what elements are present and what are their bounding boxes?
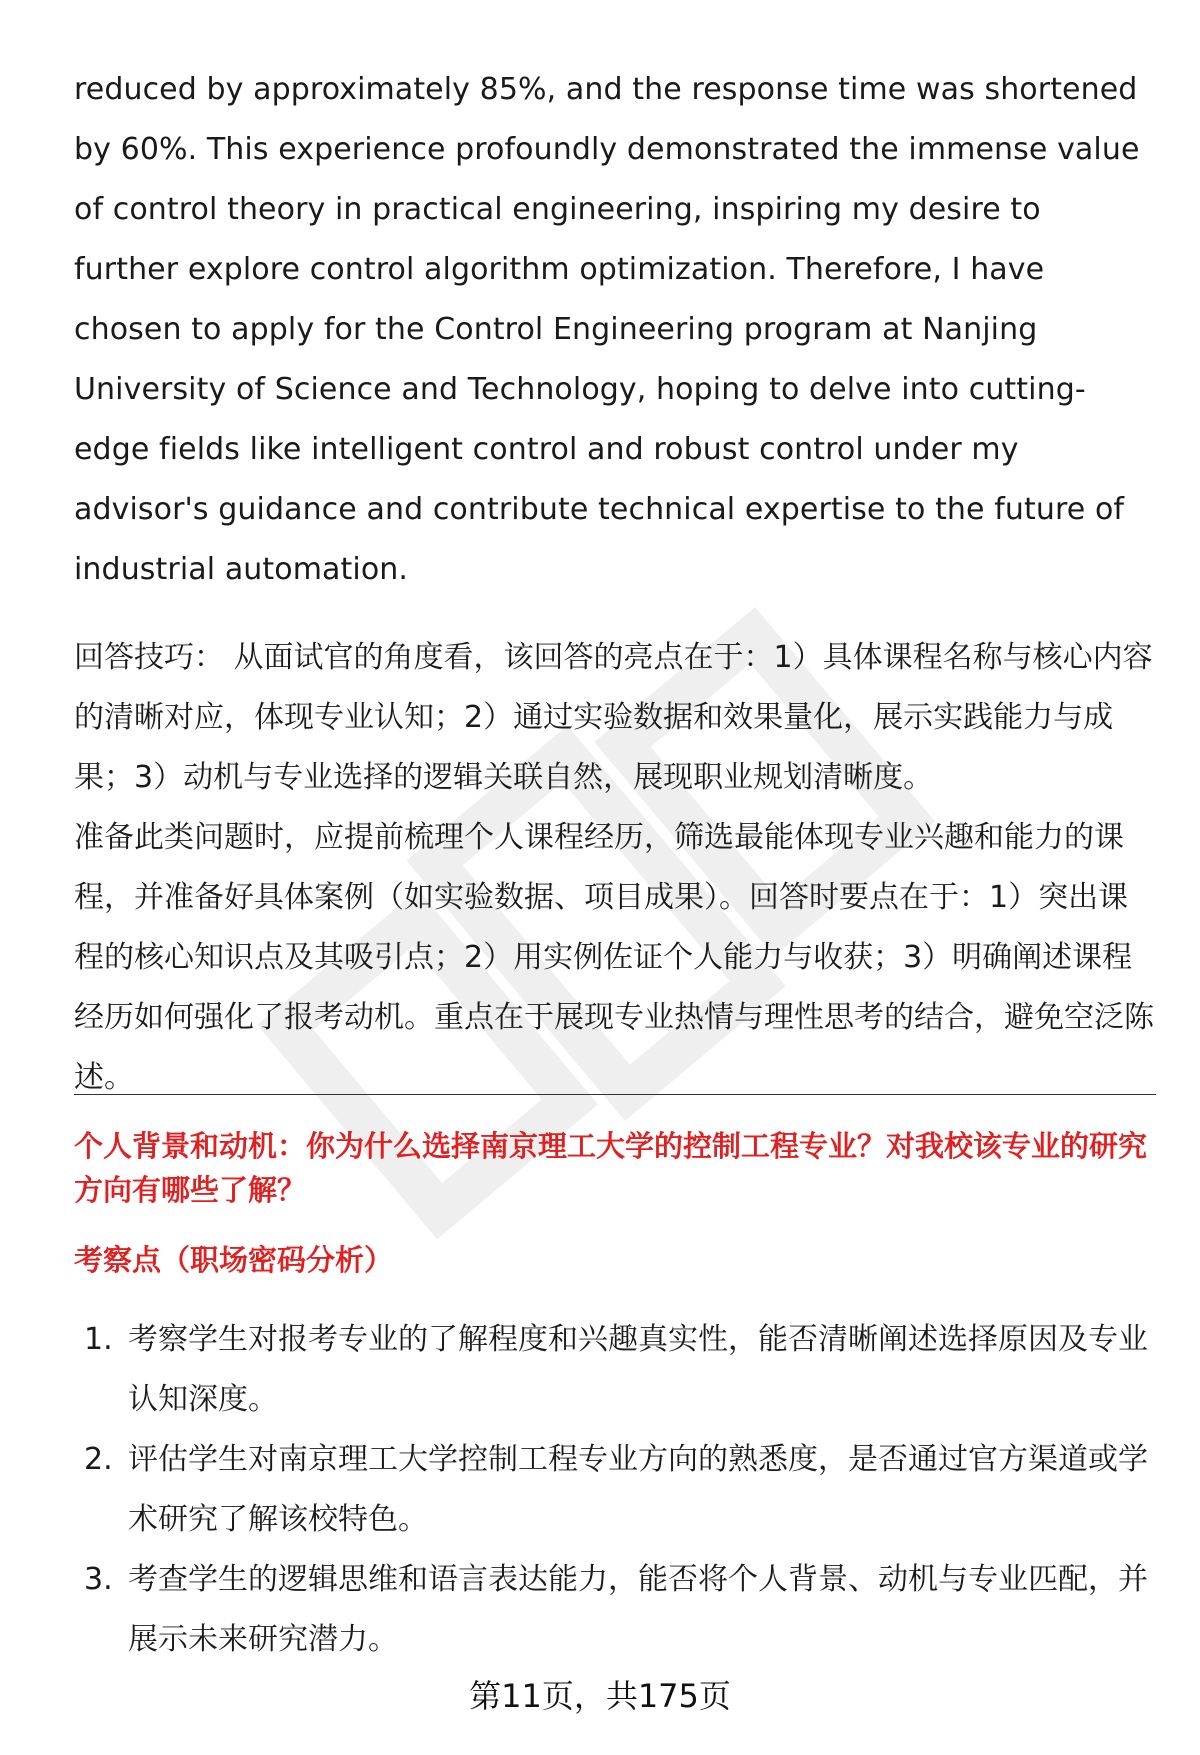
- list-item-number: 2.: [84, 1442, 113, 1477]
- list-item: [74, 1550, 1154, 1670]
- preparation-advice-paragraph: 准备此类问题时，应提前梳理个人课程经历，筛选最能体现专业兴趣和能力的课程，并准备好具体案例（如实验数据、项目成果）。回答时要点在于：1）突出课程的核心知识点及其吸引点；2）用实例佐证个人能力与收获；3）明确阐述课程经历如何强化了报考动机。重点在于展现专业热情与理性思考的结合，避免空泛陈述。: [74, 820, 1154, 1095]
- list-item: [74, 1430, 1154, 1550]
- answer-tips-paragraph: 回答技巧： 从面试官的角度看，该回答的亮点在于：1）具体课程名称与核心内容的清晰对应，体现专业认知；2）通过实验数据和效果量化，展示实践能力与成果；3）动机与专业选择的逻辑关联自然，展现职业规划清晰度。: [74, 640, 1153, 795]
- question-heading: 个人背景和动机：你为什么选择南京理工大学的控制工程专业？对我校该专业的研究方向有哪些了解？: [74, 1129, 1148, 1207]
- page-number-footer: 第11页，共175页: [469, 1677, 731, 1715]
- list-item-text: 考查学生的逻辑思维和语言表达能力，能否将个人背景、动机与专业匹配，并展示未来研究潜力。: [128, 1562, 1148, 1657]
- list-item-number: 1.: [84, 1322, 113, 1357]
- section-title: 考察点（职场密码分析）: [74, 1243, 394, 1277]
- list-item: [74, 1310, 1154, 1430]
- list-item-text: 评估学生对南京理工大学控制工程专业方向的熟悉度，是否通过官方渠道或学术研究了解该校特色。: [128, 1442, 1148, 1537]
- list-item-number: 3.: [84, 1562, 113, 1597]
- list-item-text: 考察学生对报考专业的了解程度和兴趣真实性，能否清晰阐述选择原因及专业认知深度。: [128, 1322, 1148, 1417]
- section-divider: [74, 1094, 1156, 1095]
- english-paragraph: reduced by approximately 85%, and the response time was shortened by 60%. This experience profoundly demonstrated the immense value of control theory in practical engineering, inspiring my desire to further explore control algorithm optimization. Therefore, I have chosen to apply for the Control Engineering program at Nanjing University of Science and Technology, hoping to delve into cutting-edge fields like intelligent control and robust control under my advisor's guidance and contribute technical expertise to the future of industrial automation.: [74, 72, 1140, 587]
- assessment-points-list: [74, 1310, 1154, 1670]
- document-body: [74, 60, 1154, 1108]
